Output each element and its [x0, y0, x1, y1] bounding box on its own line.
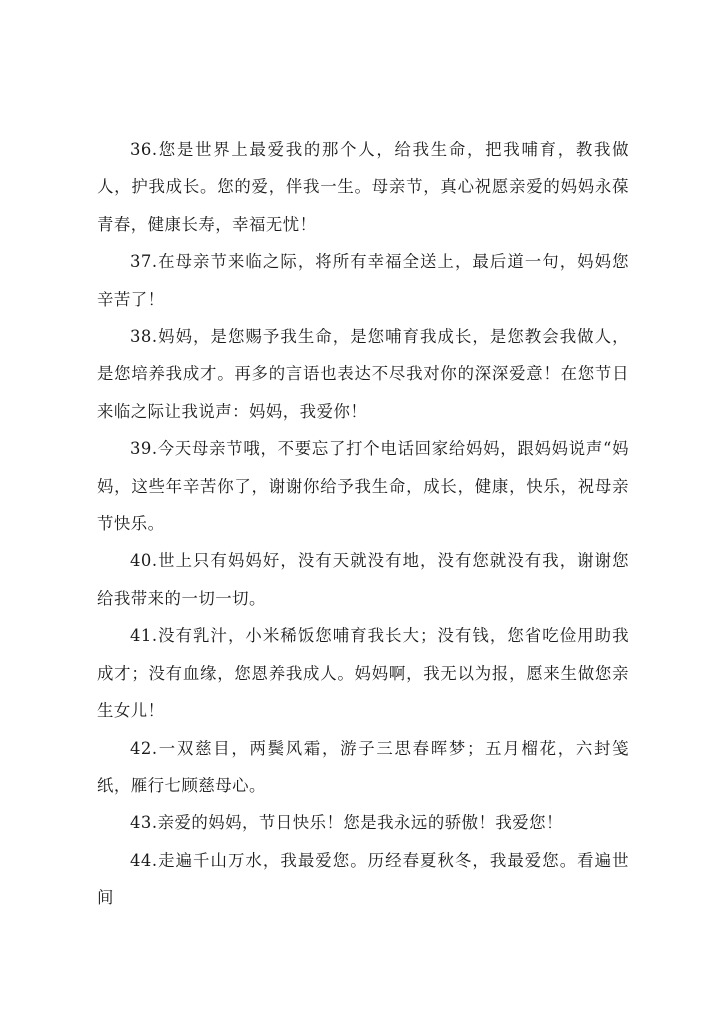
paragraph-37: 37.在母亲节来临之际，将所有幸福全送上，最后道一句，妈妈您辛苦了！: [97, 252, 629, 309]
paragraph-43: 43.亲爱的妈妈，节日快乐！您是我永远的骄傲！我爱您！: [130, 813, 563, 833]
paragraph-41: 41.没有乳汁，小米稀饭您哺育我长大；没有钱，您省吃俭用助我成才；没有血缘，您恩养我成人。妈妈啊，我无以为报，愿来生做您亲生女儿！: [97, 626, 629, 721]
paragraph-39: 39.今天母亲节哦，不要忘了打个电话回家给妈妈，跟妈妈说声“妈妈，这些年辛苦你了，谢谢你给予我生命，成长，健康，快乐，祝母亲节快乐。: [97, 439, 629, 534]
paragraph-36: 36.您是世界上最爱我的那个人，给我生命，把我哺育，教我做人，护我成长。您的爱，伴我一生。母亲节，真心祝愿亲爱的妈妈永葆青春，健康长寿，幸福无忧！: [97, 140, 629, 234]
paragraph-40: 40.世上只有妈妈好，没有天就没有地，没有您就没有我，谢谢您给我带来的一切一切。: [97, 551, 629, 608]
document-body: [97, 131, 629, 917]
paragraph-38: 38.妈妈，是您赐予我生命，是您哺育我成长，是您教会我做人，是您培养我成才。再多的言语也表达不尽我对你的深深爱意！在您节日来临之际让我说声：妈妈，我爱你！: [97, 327, 629, 421]
paragraph-42: 42.一双慈目，两鬓风霜，游子三思春晖梦；五月榴花，六封笺纸，雁行七顾慈母心。: [97, 738, 629, 795]
paragraph-44: 44.走遍千山万水，我最爱您。历经春夏秋冬，我最爱您。看遍世间: [97, 850, 629, 908]
